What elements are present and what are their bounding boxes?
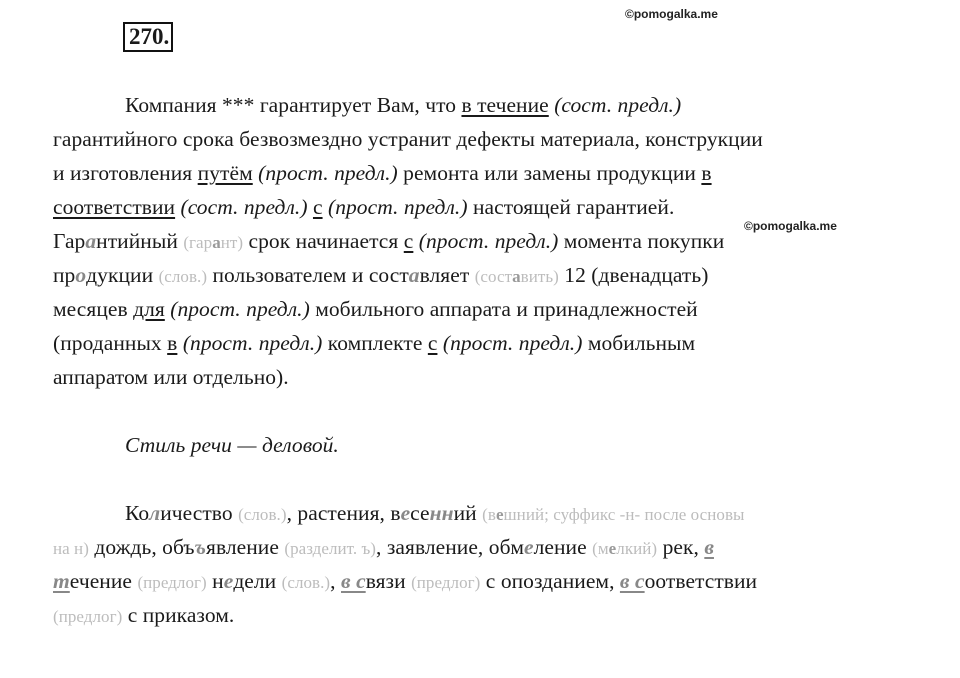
check-note: (гар <box>183 233 213 252</box>
preposition-note: (сост. предл.) <box>554 93 682 117</box>
text-line-8 <box>53 330 695 356</box>
text-line-9 <box>53 364 289 390</box>
check-note: (слов.) <box>281 573 331 592</box>
check-note: (в <box>482 505 496 524</box>
highlighted-letter: а <box>85 229 97 253</box>
preposition: в <box>167 331 178 355</box>
highlighted-letter: а <box>408 263 420 287</box>
check-note: (м <box>592 539 609 558</box>
text: с приказом. <box>122 603 235 627</box>
highlighted-preposition: в <box>704 535 714 559</box>
preposition: соответствии <box>53 195 176 219</box>
highlighted-preposition: в с <box>619 569 645 593</box>
text: н <box>206 569 224 593</box>
check-note: (слов.) <box>238 505 287 524</box>
text: Гар <box>53 229 86 253</box>
check-note: на н) <box>53 539 89 558</box>
check-note: шний; суффикс -н- после основы <box>503 505 745 524</box>
text: оответствии <box>644 569 758 593</box>
preposition-note: (прост. предл.) <box>182 331 323 355</box>
check-note: (сост <box>474 267 513 286</box>
text-line-1 <box>125 92 681 118</box>
preposition: путём <box>197 161 253 185</box>
text-line-13 <box>53 602 234 630</box>
text-line-5 <box>53 228 724 256</box>
highlighted-letter: е <box>223 569 234 593</box>
check-note: (предлог) <box>53 607 123 626</box>
text: ечение <box>69 569 138 593</box>
exercise-number: 270. <box>123 22 173 52</box>
preposition: с <box>427 331 438 355</box>
text: , <box>330 569 341 593</box>
text: аппаратом или отдельно). <box>53 365 289 389</box>
text: вязи <box>365 569 412 593</box>
text: дели <box>233 569 282 593</box>
text: Ко <box>125 501 150 525</box>
preposition-note: (прост. предл.) <box>258 161 398 185</box>
text: дождь, объ <box>88 535 195 559</box>
check-note: (предлог) <box>137 573 207 592</box>
text: вляет <box>419 263 475 287</box>
text: гарантийного срока безвозмездно устранит дефекты материала, конструкции <box>53 127 763 151</box>
text-line-6 <box>53 262 708 290</box>
preposition-note: (сост. предл.) <box>180 195 308 219</box>
preposition-note: (прост. предл.) <box>328 195 468 219</box>
text: (проданных <box>53 331 168 355</box>
text: нтийный <box>96 229 184 253</box>
text: момента покупки <box>558 229 725 253</box>
text: ление <box>533 535 593 559</box>
preposition-note: (прост. предл.) <box>170 297 310 321</box>
text: срок начинается <box>243 229 404 253</box>
text: мобильного аппарата и принадлежностей <box>309 297 698 321</box>
preposition: с <box>312 195 323 219</box>
text: месяцев <box>53 297 134 321</box>
check-note: нт) <box>220 233 244 252</box>
highlighted-letter: о <box>75 263 87 287</box>
check-note: (слов.) <box>158 267 208 286</box>
text-line-10 <box>125 500 745 528</box>
text: , заявление, обм <box>376 535 525 559</box>
style-line: Стиль речи — деловой. <box>125 433 339 457</box>
watermark-top: ©pomogalka.me <box>625 7 718 21</box>
text: дукции <box>86 263 159 287</box>
text-line-4 <box>53 194 674 220</box>
text: настоящей гарантией. <box>467 195 675 219</box>
text: и изготовления <box>53 161 198 185</box>
check-letter: а <box>212 233 221 252</box>
text: пользователем и сост <box>207 263 409 287</box>
text: 12 (двенадцать) <box>558 263 709 287</box>
check-note: вить) <box>520 267 559 286</box>
check-letter: е <box>608 539 617 558</box>
text: с опозданием, <box>480 569 620 593</box>
text-line-3 <box>53 160 712 186</box>
check-letter: а <box>512 267 521 286</box>
highlighted-letter: е <box>400 501 411 525</box>
highlighted-letter: е <box>524 535 534 559</box>
preposition: для <box>133 297 165 321</box>
preposition: с <box>403 229 414 253</box>
highlighted-letter: нн <box>429 501 454 525</box>
text: ичество <box>160 501 239 525</box>
text: пр <box>53 263 76 287</box>
check-letter: е <box>495 505 504 524</box>
highlighted-preposition: т <box>53 569 70 593</box>
preposition: в течение <box>461 93 549 117</box>
text: Компания *** гарантирует Вам, что <box>125 93 462 117</box>
text: ремонта или замены продукции <box>397 161 702 185</box>
text-line-12 <box>53 568 757 596</box>
check-note: (предлог) <box>411 573 481 592</box>
preposition: в <box>701 161 712 185</box>
watermark-middle: ©pomogalka.me <box>744 219 837 233</box>
check-note: лкий) <box>616 539 658 558</box>
text-line-7 <box>53 296 698 322</box>
preposition-note: (прост. предл.) <box>418 229 559 253</box>
highlighted-preposition: в с <box>341 569 366 593</box>
text-line-2 <box>53 126 763 152</box>
text: явление <box>206 535 285 559</box>
highlighted-letter: ъ <box>194 535 206 559</box>
text: ий <box>453 501 483 525</box>
text: мобильным <box>582 331 696 355</box>
highlighted-letter: л <box>149 501 161 525</box>
text: , растения, в <box>286 501 401 525</box>
text: се <box>410 501 430 525</box>
text: комплекте <box>322 331 428 355</box>
check-note: (разделит. ъ) <box>284 539 377 558</box>
text-line-11 <box>53 534 714 562</box>
text: рек, <box>657 535 705 559</box>
preposition-note: (прост. предл.) <box>442 331 583 355</box>
